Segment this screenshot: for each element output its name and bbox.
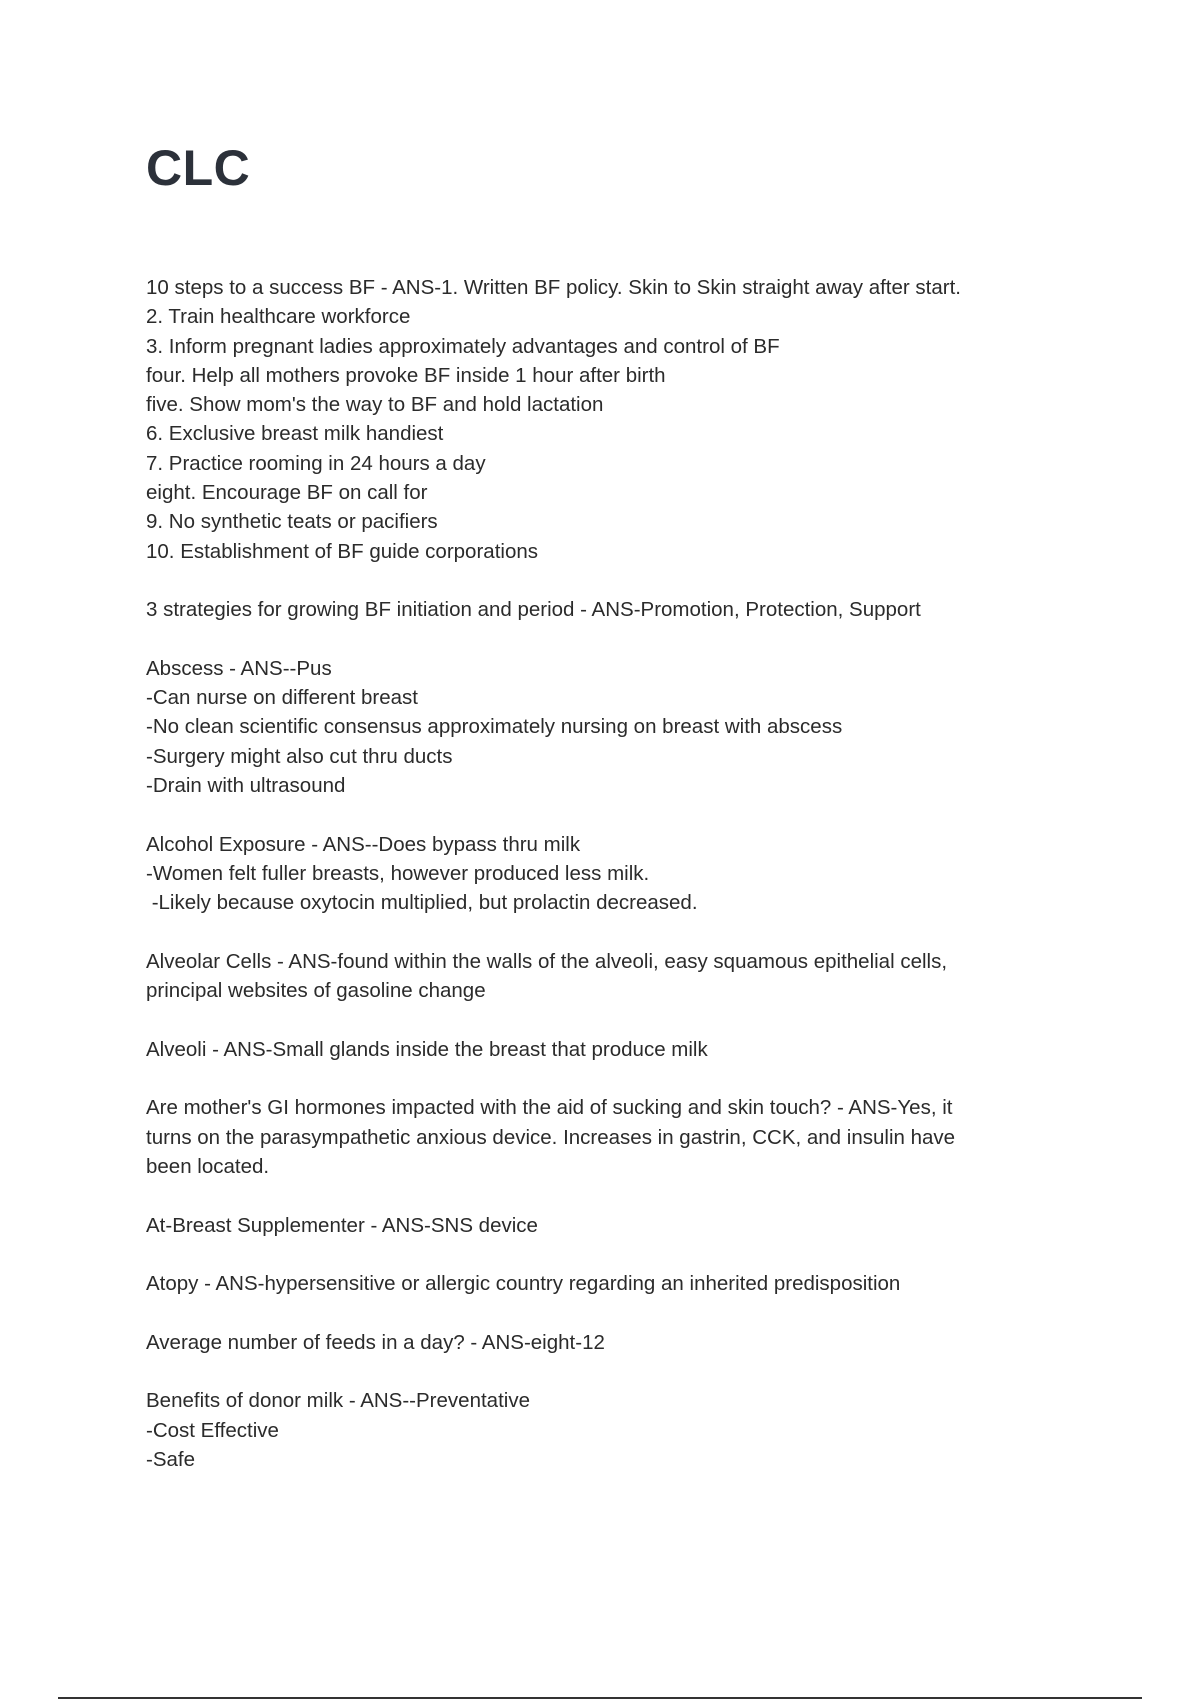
entry-line: -Likely because oxytocin multiplied, but prolactin decreased. [146, 891, 698, 915]
entry-abscess [146, 654, 1046, 800]
entry-alveoli [146, 1035, 1046, 1064]
entry-line: Benefits of donor milk - ANS--Preventative [146, 1389, 530, 1413]
entry-line: -Safe [146, 1447, 195, 1471]
entry-line: eight. Encourage BF on call for [146, 481, 428, 505]
entry-line: 9. No synthetic teats or pacifiers [146, 510, 438, 534]
entry-line: 10. Establishment of BF guide corporations [146, 539, 538, 563]
entry-line: Alveoli - ANS-Small glands inside the breast that produce milk [146, 1037, 708, 1061]
page-title: CLC [146, 140, 251, 196]
entry-average-feeds [146, 1328, 1046, 1357]
entry-line: -Surgery might also cut thru ducts [146, 744, 453, 768]
entry-line: Alveolar Cells - ANS-found within the walls of the alveoli, easy squamous epithelial cells, [146, 949, 948, 973]
entry-line: Are mother's GI hormones impacted with the aid of sucking and skin touch? - ANS-Yes, it [146, 1096, 953, 1120]
flashcard-list [146, 273, 1046, 1503]
entry-10-steps [146, 273, 1046, 566]
entry-line: -No clean scientific consensus approximately nursing on breast with abscess [146, 715, 843, 739]
entry-line: Alcohol Exposure - ANS--Does bypass thru milk [146, 832, 581, 856]
entry-line: 3 strategies for growing BF initiation and period - ANS-Promotion, Protection, Support [146, 598, 921, 622]
entry-line: five. Show mom's the way to BF and hold lactation [146, 393, 604, 417]
entry-line: -Cost Effective [146, 1418, 279, 1442]
entry-line: principal websites of gasoline change [146, 979, 486, 1003]
entry-atopy [146, 1269, 1046, 1298]
entry-alveolar-cells [146, 947, 1046, 1006]
entry-line: 7. Practice rooming in 24 hours a day [146, 451, 486, 475]
entry-line: Average number of feeds in a day? - ANS-eight-12 [146, 1330, 605, 1354]
entry-gi-hormones [146, 1093, 1046, 1181]
entry-line: turns on the parasympathetic anxious device. Increases in gastrin, CCK, and insulin have [146, 1125, 956, 1149]
entry-line: been located. [146, 1154, 270, 1178]
entry-alcohol-exposure [146, 830, 1046, 918]
entry-line: At-Breast Supplementer - ANS-SNS device [146, 1213, 538, 1237]
entry-line: -Women felt fuller breasts, however produced less milk. [146, 861, 650, 885]
footer-divider [58, 1697, 1142, 1699]
entry-3-strategies [146, 595, 1046, 624]
entry-line: 10 steps to a success BF - ANS-1. Written BF policy. Skin to Skin straight away after start. [146, 276, 961, 299]
entry-line: 2. Train healthcare workforce [146, 305, 411, 329]
entry-line: Atopy - ANS-hypersensitive or allergic country regarding an inherited predisposition [146, 1272, 901, 1296]
entry-line: 3. Inform pregnant ladies approximately advantages and control of BF [146, 334, 780, 358]
entry-donor-milk [146, 1386, 1046, 1474]
entry-at-breast-supplementer [146, 1211, 1046, 1240]
entry-line: four. Help all mothers provoke BF inside 1 hour after birth [146, 363, 666, 387]
entry-line: -Can nurse on different breast [146, 686, 418, 710]
entry-line: Abscess - ANS--Pus [146, 656, 332, 680]
entry-line: -Drain with ultrasound [146, 774, 346, 798]
entry-line: 6. Exclusive breast milk handiest [146, 422, 444, 446]
